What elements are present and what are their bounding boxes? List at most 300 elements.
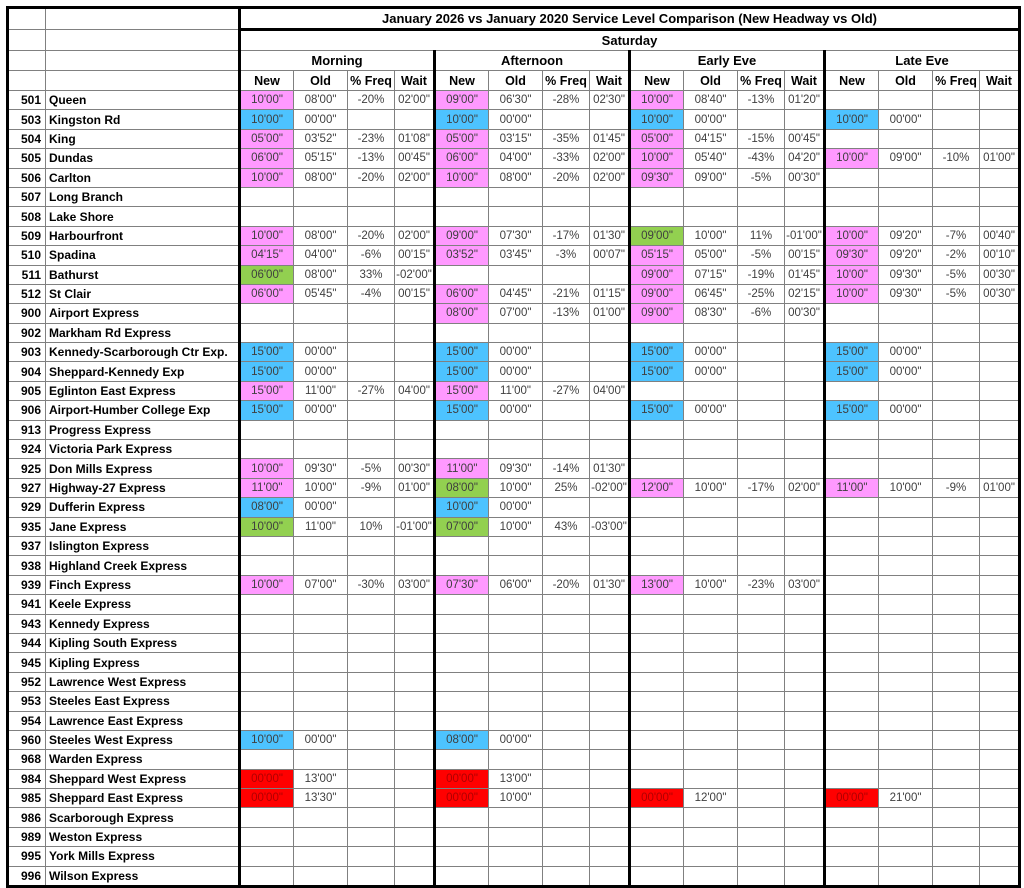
old-headway-cell: 09'30" — [294, 459, 348, 478]
freq-change-cell: -23% — [348, 129, 395, 148]
empty-value-cell — [590, 750, 630, 769]
empty-value-cell — [489, 187, 543, 206]
old-headway-cell: 10'00" — [294, 478, 348, 497]
empty-value-cell — [395, 866, 435, 886]
old-headway-cell: 04'15" — [684, 129, 738, 148]
table-row — [8, 711, 1020, 730]
new-headway-cell: 15'00" — [825, 343, 879, 362]
table-row — [8, 847, 1020, 866]
empty-value-cell — [684, 827, 738, 846]
empty-value-cell — [933, 304, 980, 323]
new-headway-cell: 10'00" — [240, 730, 294, 749]
empty-value-cell — [684, 769, 738, 788]
empty-value-cell — [240, 420, 294, 439]
freq-change-cell — [738, 343, 785, 362]
route-number: 937 — [8, 536, 46, 555]
column-header: Wait — [590, 71, 630, 91]
old-headway-cell: 08'00" — [294, 168, 348, 187]
route-number: 505 — [8, 149, 46, 168]
corner-blank-cell — [8, 8, 46, 30]
old-headway-cell: 09'00" — [684, 168, 738, 187]
table-row — [8, 51, 1020, 71]
empty-value-cell — [825, 187, 879, 206]
route-name: Warden Express — [46, 750, 240, 769]
freq-change-cell — [348, 343, 395, 362]
route-name: Dufferin Express — [46, 498, 240, 517]
empty-value-cell — [543, 440, 590, 459]
empty-value-cell — [294, 440, 348, 459]
empty-value-cell — [933, 595, 980, 614]
empty-value-cell — [933, 168, 980, 187]
new-headway-cell: 10'00" — [240, 226, 294, 245]
old-headway-cell: 04'00" — [489, 149, 543, 168]
table-row — [8, 750, 1020, 769]
wait-change-cell — [980, 343, 1020, 362]
freq-change-cell: -5% — [933, 265, 980, 284]
empty-value-cell — [785, 459, 825, 478]
route-name: Sheppard East Express — [46, 789, 240, 808]
freq-change-cell — [933, 343, 980, 362]
empty-value-cell — [395, 827, 435, 846]
empty-value-cell — [825, 207, 879, 226]
wait-change-cell — [785, 343, 825, 362]
route-number: 501 — [8, 91, 46, 110]
empty-value-cell — [684, 420, 738, 439]
empty-value-cell — [543, 808, 590, 827]
new-headway-cell: 03'52" — [435, 246, 489, 265]
table-title: January 2026 vs January 2020 Service Level Comparison (New Headway vs Old) — [240, 8, 1020, 30]
empty-value-cell — [825, 91, 879, 110]
empty-value-cell — [435, 692, 489, 711]
empty-value-cell — [785, 827, 825, 846]
old-headway-cell: 13'30" — [294, 789, 348, 808]
wait-change-cell — [785, 362, 825, 381]
new-headway-cell: 10'00" — [240, 459, 294, 478]
empty-value-cell — [825, 866, 879, 886]
wait-change-cell — [590, 110, 630, 129]
empty-value-cell — [590, 556, 630, 575]
new-headway-cell: 07'30" — [435, 575, 489, 594]
empty-value-cell — [980, 730, 1020, 749]
service-level-comparison-table — [6, 6, 1021, 888]
new-headway-cell: 15'00" — [435, 401, 489, 420]
empty-value-cell — [543, 556, 590, 575]
wait-change-cell: 03'00" — [395, 575, 435, 594]
empty-value-cell — [590, 653, 630, 672]
empty-value-cell — [348, 827, 395, 846]
empty-value-cell — [980, 847, 1020, 866]
freq-change-cell: -28% — [543, 91, 590, 110]
empty-value-cell — [738, 459, 785, 478]
table-row — [8, 498, 1020, 517]
empty-value-cell — [543, 750, 590, 769]
empty-value-cell — [785, 614, 825, 633]
table-row — [8, 343, 1020, 362]
empty-value-cell — [294, 323, 348, 342]
old-headway-cell: 08'00" — [489, 168, 543, 187]
empty-value-cell — [785, 207, 825, 226]
empty-value-cell — [240, 556, 294, 575]
old-headway-cell: 00'00" — [684, 401, 738, 420]
old-headway-cell: 09'00" — [879, 149, 933, 168]
empty-value-cell — [630, 556, 684, 575]
route-name: Airport Express — [46, 304, 240, 323]
table-row — [8, 440, 1020, 459]
freq-change-cell: -9% — [933, 478, 980, 497]
empty-value-cell — [879, 730, 933, 749]
empty-value-cell — [489, 692, 543, 711]
wait-change-cell — [590, 362, 630, 381]
empty-value-cell — [395, 847, 435, 866]
old-headway-cell: 00'00" — [684, 362, 738, 381]
empty-value-cell — [630, 440, 684, 459]
empty-value-cell — [980, 517, 1020, 536]
freq-change-cell: -13% — [543, 304, 590, 323]
empty-value-cell — [738, 633, 785, 652]
empty-value-cell — [630, 730, 684, 749]
route-number: 953 — [8, 692, 46, 711]
old-headway-cell: 06'00" — [489, 575, 543, 594]
table-row — [8, 730, 1020, 749]
route-number: 511 — [8, 265, 46, 284]
freq-change-cell — [543, 401, 590, 420]
empty-value-cell — [590, 595, 630, 614]
column-header: New — [240, 71, 294, 91]
empty-value-cell — [785, 692, 825, 711]
empty-value-cell — [825, 536, 879, 555]
empty-value-cell — [294, 304, 348, 323]
empty-value-cell — [879, 168, 933, 187]
empty-value-cell — [395, 653, 435, 672]
empty-value-cell — [980, 595, 1020, 614]
empty-value-cell — [738, 827, 785, 846]
empty-value-cell — [825, 575, 879, 594]
old-headway-cell: 08'00" — [294, 226, 348, 245]
empty-value-cell — [879, 187, 933, 206]
period-header: Morning — [240, 51, 435, 71]
empty-value-cell — [738, 866, 785, 886]
route-number: 939 — [8, 575, 46, 594]
route-number: 925 — [8, 459, 46, 478]
empty-value-cell — [543, 265, 590, 284]
empty-value-cell — [435, 614, 489, 633]
column-header: Wait — [785, 71, 825, 91]
wait-change-cell: 02'00" — [395, 91, 435, 110]
empty-value-cell — [435, 207, 489, 226]
empty-value-cell — [738, 653, 785, 672]
new-headway-cell: 09'30" — [630, 168, 684, 187]
new-headway-cell: 15'00" — [240, 343, 294, 362]
empty-value-cell — [348, 672, 395, 691]
empty-value-cell — [630, 323, 684, 342]
new-headway-cell: 11'00" — [240, 478, 294, 497]
empty-value-cell — [738, 847, 785, 866]
empty-value-cell — [785, 498, 825, 517]
empty-value-cell — [879, 440, 933, 459]
empty-value-cell — [980, 692, 1020, 711]
wait-change-cell: -02'00" — [590, 478, 630, 497]
empty-value-cell — [543, 207, 590, 226]
route-name: King — [46, 129, 240, 148]
empty-value-cell — [980, 750, 1020, 769]
route-number: 945 — [8, 653, 46, 672]
old-headway-cell: 00'00" — [489, 498, 543, 517]
new-headway-cell: 00'00" — [240, 769, 294, 788]
new-headway-cell: 09'00" — [630, 226, 684, 245]
wait-change-cell — [395, 498, 435, 517]
table-row — [8, 265, 1020, 284]
empty-value-cell — [879, 866, 933, 886]
empty-value-cell — [825, 459, 879, 478]
empty-value-cell — [933, 129, 980, 148]
empty-value-cell — [879, 129, 933, 148]
route-name: Highway-27 Express — [46, 478, 240, 497]
old-headway-cell: 11'00" — [294, 381, 348, 400]
empty-value-cell — [590, 633, 630, 652]
old-headway-cell: 03'45" — [489, 246, 543, 265]
column-header: Old — [489, 71, 543, 91]
empty-value-cell — [240, 187, 294, 206]
empty-value-cell — [980, 381, 1020, 400]
route-number: 985 — [8, 789, 46, 808]
freq-change-cell: -5% — [348, 459, 395, 478]
wait-change-cell — [590, 769, 630, 788]
table-row — [8, 226, 1020, 245]
empty-value-cell — [294, 595, 348, 614]
wait-change-cell: 00'40" — [980, 226, 1020, 245]
new-headway-cell: 00'00" — [630, 789, 684, 808]
empty-value-cell — [240, 750, 294, 769]
empty-value-cell — [543, 711, 590, 730]
freq-change-cell — [738, 789, 785, 808]
freq-change-cell: -20% — [348, 226, 395, 245]
empty-value-cell — [543, 633, 590, 652]
wait-change-cell: 04'20" — [785, 149, 825, 168]
empty-value-cell — [980, 498, 1020, 517]
period-header: Early Eve — [630, 51, 825, 71]
old-headway-cell: 08'40" — [684, 91, 738, 110]
wait-change-cell — [590, 730, 630, 749]
route-name: Markham Rd Express — [46, 323, 240, 342]
empty-value-cell — [395, 808, 435, 827]
table-row — [8, 168, 1020, 187]
empty-value-cell — [543, 323, 590, 342]
wait-change-cell: 01'15" — [590, 284, 630, 303]
empty-value-cell — [590, 207, 630, 226]
freq-change-cell — [348, 730, 395, 749]
old-headway-cell: 00'00" — [294, 401, 348, 420]
table-row — [8, 71, 1020, 91]
route-name: York Mills Express — [46, 847, 240, 866]
old-headway-cell: 09'20" — [879, 226, 933, 245]
route-name: Highland Creek Express — [46, 556, 240, 575]
empty-value-cell — [879, 653, 933, 672]
period-header: Late Eve — [825, 51, 1020, 71]
empty-value-cell — [933, 847, 980, 866]
route-number: 503 — [8, 110, 46, 129]
freq-change-cell: -21% — [543, 284, 590, 303]
empty-value-cell — [435, 653, 489, 672]
freq-change-cell — [933, 362, 980, 381]
empty-value-cell — [435, 556, 489, 575]
empty-value-cell — [684, 672, 738, 691]
empty-value-cell — [590, 187, 630, 206]
new-headway-cell: 05'15" — [630, 246, 684, 265]
table-row — [8, 692, 1020, 711]
old-headway-cell: 10'00" — [879, 478, 933, 497]
empty-value-cell — [825, 323, 879, 342]
table-row — [8, 91, 1020, 110]
wait-change-cell: 01'00" — [980, 149, 1020, 168]
old-headway-cell: 04'00" — [294, 246, 348, 265]
freq-change-cell: -10% — [933, 149, 980, 168]
route-name: Long Branch — [46, 187, 240, 206]
empty-value-cell — [630, 711, 684, 730]
empty-value-cell — [348, 847, 395, 866]
empty-value-cell — [980, 420, 1020, 439]
empty-value-cell — [395, 711, 435, 730]
old-headway-cell: 06'30" — [489, 91, 543, 110]
route-number: 924 — [8, 440, 46, 459]
empty-value-cell — [933, 556, 980, 575]
route-name: Wilson Express — [46, 866, 240, 886]
empty-value-cell — [879, 575, 933, 594]
empty-value-cell — [684, 866, 738, 886]
freq-change-cell: -35% — [543, 129, 590, 148]
route-number: 507 — [8, 187, 46, 206]
route-number: 913 — [8, 420, 46, 439]
empty-value-cell — [933, 827, 980, 846]
empty-value-cell — [879, 381, 933, 400]
empty-value-cell — [294, 672, 348, 691]
empty-value-cell — [825, 750, 879, 769]
table-row — [8, 110, 1020, 129]
wait-change-cell: 00'15" — [395, 284, 435, 303]
freq-change-cell: -20% — [348, 91, 395, 110]
empty-value-cell — [590, 536, 630, 555]
empty-value-cell — [348, 556, 395, 575]
freq-change-cell — [933, 110, 980, 129]
empty-value-cell — [630, 381, 684, 400]
empty-value-cell — [348, 750, 395, 769]
empty-value-cell — [980, 459, 1020, 478]
column-header: Old — [879, 71, 933, 91]
empty-value-cell — [435, 420, 489, 439]
freq-change-cell: -20% — [348, 168, 395, 187]
new-headway-cell: 08'00" — [435, 730, 489, 749]
empty-value-cell — [435, 536, 489, 555]
empty-value-cell — [738, 323, 785, 342]
new-headway-cell: 09'30" — [825, 246, 879, 265]
empty-value-cell — [879, 536, 933, 555]
wait-change-cell — [980, 362, 1020, 381]
old-headway-cell: 06'45" — [684, 284, 738, 303]
new-headway-cell: 15'00" — [825, 362, 879, 381]
empty-value-cell — [240, 653, 294, 672]
empty-value-cell — [684, 595, 738, 614]
new-headway-cell: 05'00" — [435, 129, 489, 148]
wait-change-cell: 00'45" — [395, 149, 435, 168]
route-name: Lawrence East Express — [46, 711, 240, 730]
empty-value-cell — [825, 847, 879, 866]
empty-value-cell — [825, 304, 879, 323]
empty-value-cell — [489, 536, 543, 555]
freq-change-cell: -33% — [543, 149, 590, 168]
empty-value-cell — [294, 692, 348, 711]
empty-value-cell — [395, 440, 435, 459]
old-headway-cell: 05'15" — [294, 149, 348, 168]
empty-value-cell — [684, 653, 738, 672]
new-headway-cell: 15'00" — [435, 381, 489, 400]
old-headway-cell: 08'00" — [294, 265, 348, 284]
empty-value-cell — [738, 207, 785, 226]
empty-value-cell — [590, 711, 630, 730]
wait-change-cell: 01'45" — [785, 265, 825, 284]
empty-value-cell — [879, 750, 933, 769]
table-row — [8, 459, 1020, 478]
empty-value-cell — [435, 711, 489, 730]
empty-value-cell — [785, 323, 825, 342]
route-number: 929 — [8, 498, 46, 517]
new-headway-cell: 10'00" — [630, 149, 684, 168]
wait-change-cell: 01'00" — [980, 478, 1020, 497]
empty-value-cell — [980, 575, 1020, 594]
empty-value-cell — [630, 420, 684, 439]
empty-value-cell — [590, 265, 630, 284]
empty-value-cell — [785, 808, 825, 827]
empty-value-cell — [590, 827, 630, 846]
empty-value-cell — [240, 711, 294, 730]
column-header: Old — [294, 71, 348, 91]
empty-value-cell — [933, 711, 980, 730]
old-headway-cell: 03'15" — [489, 129, 543, 148]
empty-value-cell — [738, 672, 785, 691]
old-headway-cell: 13'00" — [294, 769, 348, 788]
old-headway-cell: 07'15" — [684, 265, 738, 284]
freq-change-cell: -20% — [543, 168, 590, 187]
empty-value-cell — [785, 381, 825, 400]
freq-change-cell — [348, 498, 395, 517]
old-headway-cell: 00'00" — [879, 362, 933, 381]
empty-value-cell — [738, 381, 785, 400]
old-headway-cell: 09'30" — [489, 459, 543, 478]
route-number: 512 — [8, 284, 46, 303]
empty-value-cell — [825, 129, 879, 148]
empty-value-cell — [240, 614, 294, 633]
empty-value-cell — [543, 827, 590, 846]
empty-value-cell — [933, 187, 980, 206]
empty-value-cell — [240, 827, 294, 846]
empty-value-cell — [489, 323, 543, 342]
empty-value-cell — [933, 536, 980, 555]
empty-value-cell — [630, 653, 684, 672]
empty-value-cell — [630, 498, 684, 517]
empty-value-cell — [879, 672, 933, 691]
empty-value-cell — [240, 672, 294, 691]
wait-change-cell — [395, 401, 435, 420]
empty-value-cell — [489, 556, 543, 575]
empty-value-cell — [879, 420, 933, 439]
route-number: 944 — [8, 633, 46, 652]
empty-value-cell — [489, 672, 543, 691]
empty-value-cell — [630, 517, 684, 536]
new-headway-cell: 05'00" — [630, 129, 684, 148]
freq-change-cell — [543, 110, 590, 129]
empty-value-cell — [240, 847, 294, 866]
empty-value-cell — [785, 633, 825, 652]
route-name: Queen — [46, 91, 240, 110]
empty-value-cell — [294, 207, 348, 226]
